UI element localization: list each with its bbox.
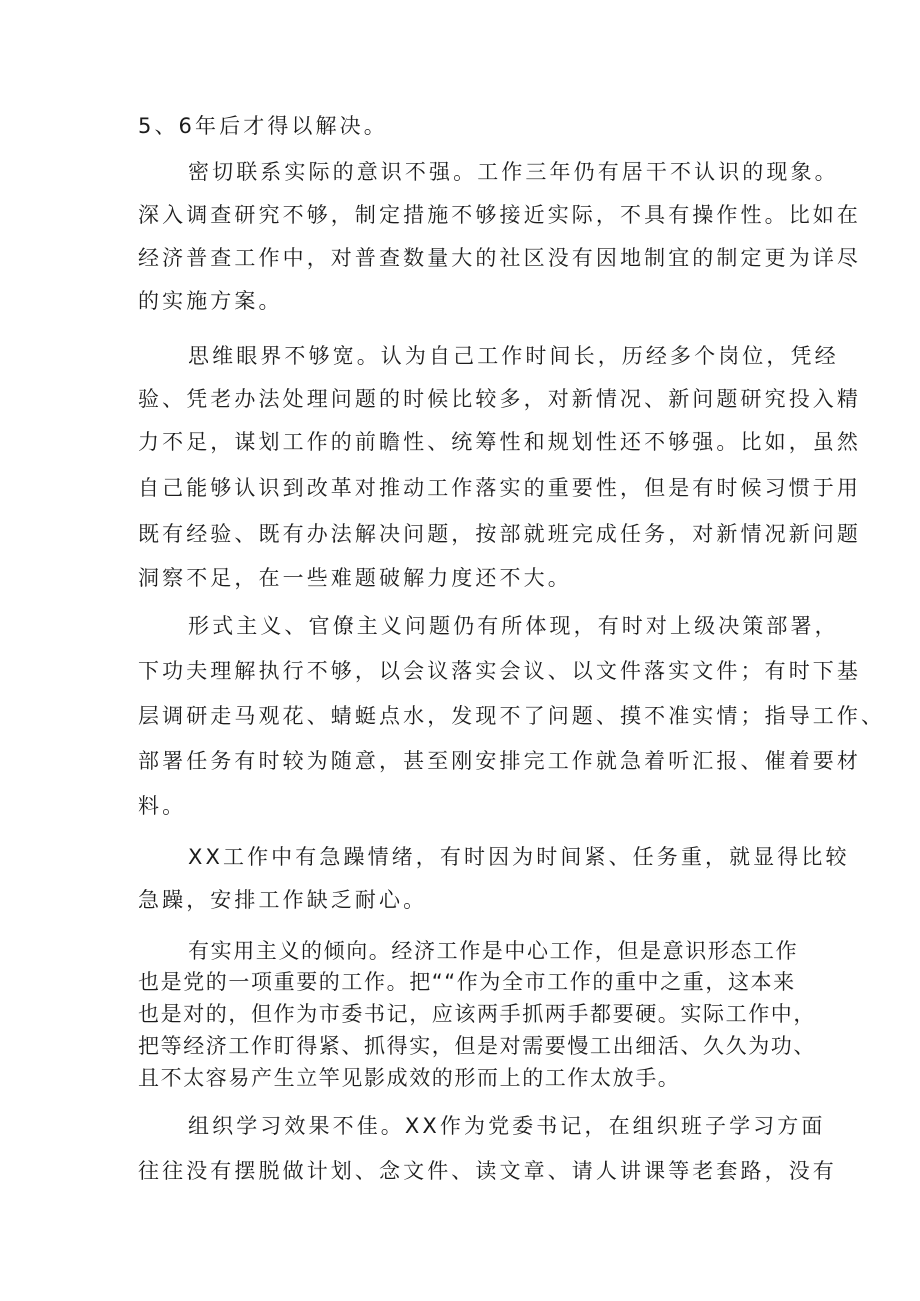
text-line: 急躁，安排工作缺乏耐心。 bbox=[138, 888, 428, 912]
text-line: 的实施方案。 bbox=[138, 289, 283, 313]
text-line: 验、凭老办法处理问题的时候比较多，对新情况、新问题研究投入精 bbox=[138, 387, 861, 411]
text-line: 且不太容易产生立竿见影成效的形而上的工作太放手。 bbox=[138, 1066, 681, 1090]
text-line: 也是党的一项重要的工作。把““作为全市工作的重中之重，这本来 bbox=[138, 970, 796, 994]
text-line: 层调研走马观花、蜻蜓点水，发现不了问题、摸不准实情；指导工作、 bbox=[138, 704, 886, 728]
text-line: 有实用主义的倾向。经济工作是中心工作，但是意识形态工作 bbox=[188, 939, 799, 963]
text-line: 往往没有摆脱做计划、念文件、读文章、请人讲课等老套路，没有 bbox=[138, 1159, 837, 1183]
text-line: 5、6年后才得以解决。 bbox=[138, 114, 388, 138]
text-line: 也是对的，但作为市委书记，应该两手抓两手都要硬。实际工作中， bbox=[138, 1002, 816, 1026]
text-line: 力不足，谋划工作的前瞻性、统筹性和规划性还不够强。比如，虽然 bbox=[138, 430, 861, 454]
text-line: 深入调查研究不够，制定措施不够接近实际，不具有操作性。比如在 bbox=[138, 203, 861, 227]
text-line: 经济普查工作中，对普查数量大的社区没有因地制宜的制定更为详尽 bbox=[138, 246, 861, 270]
text-line: 料。 bbox=[138, 794, 187, 818]
text-line: 思维眼界不够宽。认为自己工作时间长，历经多个岗位，凭经 bbox=[188, 344, 839, 368]
text-line: 密切联系实际的意识不强。工作三年仍有居干不认识的现象。 bbox=[188, 160, 839, 184]
text-line: 把等经济工作盯得紧、抓得实，但是对需要慢工出细活、久久为功、 bbox=[138, 1034, 816, 1058]
text-line: 形式主义、官僚主义问题仍有所体现，有时对上级决策部署， bbox=[188, 614, 839, 638]
text-line: XX工作中有急躁情绪，有时因为时间紧、任务重，就显得比较 bbox=[188, 845, 850, 869]
text-line: 自己能够认识到改革对推动工作落实的重要性，但是有时候习惯于用 bbox=[138, 476, 861, 500]
text-line: 既有经验、既有办法解决问题，按部就班完成任务，对新情况新问题 bbox=[138, 522, 861, 546]
text-line: 下功夫理解执行不够，以会议落实会议、以文件落实文件；有时下基 bbox=[138, 659, 861, 683]
text-line: 组织学习效果不佳。XX作为党委书记，在组织班子学习方面 bbox=[188, 1114, 826, 1138]
text-line: 洞察不足，在一些难题破解力度还不大。 bbox=[138, 566, 572, 590]
text-line: 部署任务有时较为随意，甚至刚安排完工作就急着听汇报、催着要材 bbox=[138, 749, 861, 773]
